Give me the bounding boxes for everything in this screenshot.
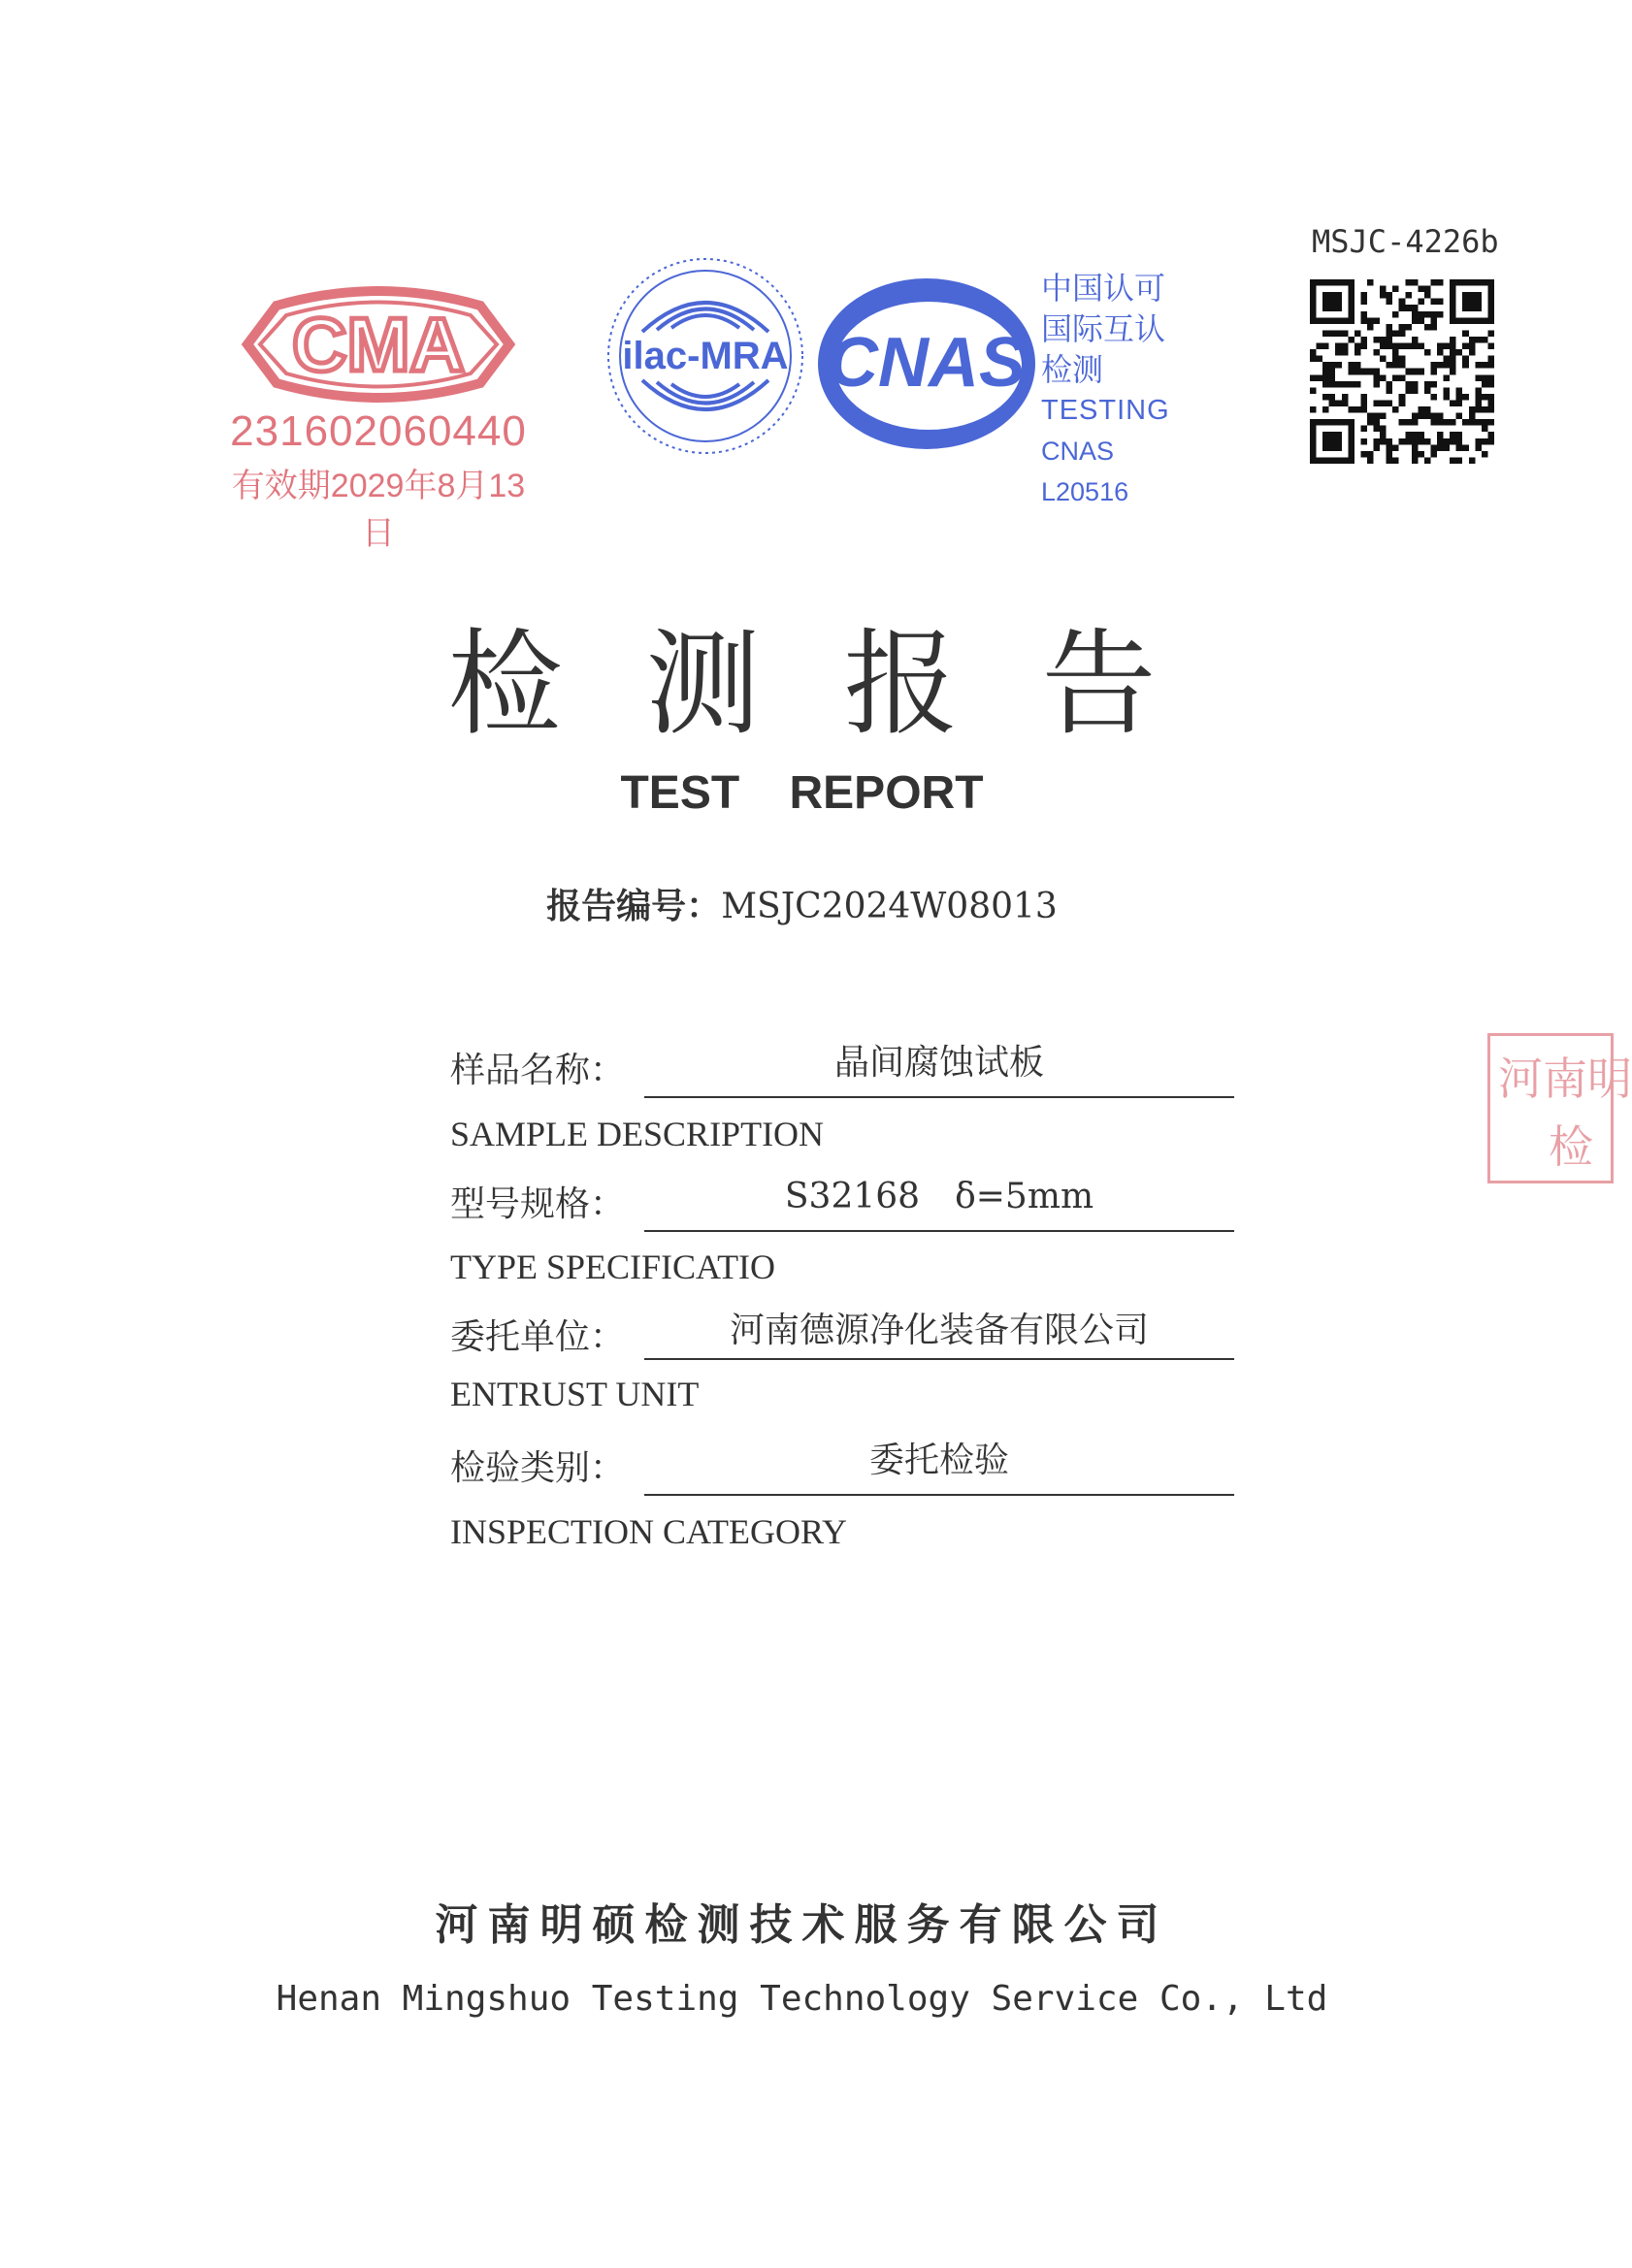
field-en-type: TYPE SPECIFICATIO [450,1247,776,1286]
field-underline [644,1230,1234,1232]
cnas-logo-text: CNAS [827,324,1027,402]
field-value-entrust: 河南德源净化装备有限公司 [729,1311,1149,1350]
field-label-entrust: 委托单位： [450,1317,626,1357]
field-underline [644,1096,1234,1098]
document-code: MSJC-4226b [1312,223,1499,260]
cma-validity: 有效期2029年8月13日 [231,468,526,552]
field-label-sample: 样品名称： [450,1051,626,1090]
cma-logo-icon [218,281,539,407]
report-number-value: MSJC2024W08013 [721,887,1058,926]
report-title-en: TEST REPORT [620,767,984,819]
cma-stamp [218,281,539,552]
field-label-category: 检验类别： [450,1448,626,1488]
report-title-cn: 检测报告 [447,617,1240,751]
cnas-caption [1041,268,1196,512]
cnas-line-1: 中国认可 [1041,271,1166,306]
field-value-category: 委托检验 [868,1441,1009,1480]
side-seal [1487,1033,1632,1183]
field-label-type: 型号规格： [450,1184,626,1224]
ilac-logo-text: ilac-MRA [622,335,789,377]
cma-cert-number: 231602060440 [230,407,527,455]
field-en-sample: SAMPLE DESCRIPTION [450,1115,825,1153]
qr-code-icon [1310,279,1494,464]
cnas-code: CNAS L20516 [1041,437,1129,506]
cnas-line-3: 检测 [1041,352,1104,387]
cnas-line-2: 国际互认 [1041,311,1166,346]
ilac-mra-logo [604,254,807,458]
cnas-logo [810,272,1043,456]
field-value-type: S32168 δ=5mm [784,1177,1094,1216]
company-name-en: Henan Mingshuo Testing Technology Service Co., Ltd [276,1979,1328,2019]
field-en-category: INSPECTION CATEGORY [450,1512,848,1551]
field-en-entrust: ENTRUST UNIT [450,1375,700,1413]
report-number-label: 报告编号： [546,886,722,926]
field-underline [644,1494,1234,1496]
cnas-testing: TESTING [1041,395,1170,426]
side-seal-line-1: 河南明 [1498,1053,1632,1105]
report-number [0,879,1604,928]
company-name-cn: 河南明硕检测技术服务有限公司 [435,1900,1169,1950]
field-underline [644,1358,1234,1360]
cma-logo-text: CMA [292,302,465,387]
field-value-sample: 晶间腐蚀试板 [833,1043,1044,1083]
side-seal-line-2: 检 [1549,1120,1593,1173]
